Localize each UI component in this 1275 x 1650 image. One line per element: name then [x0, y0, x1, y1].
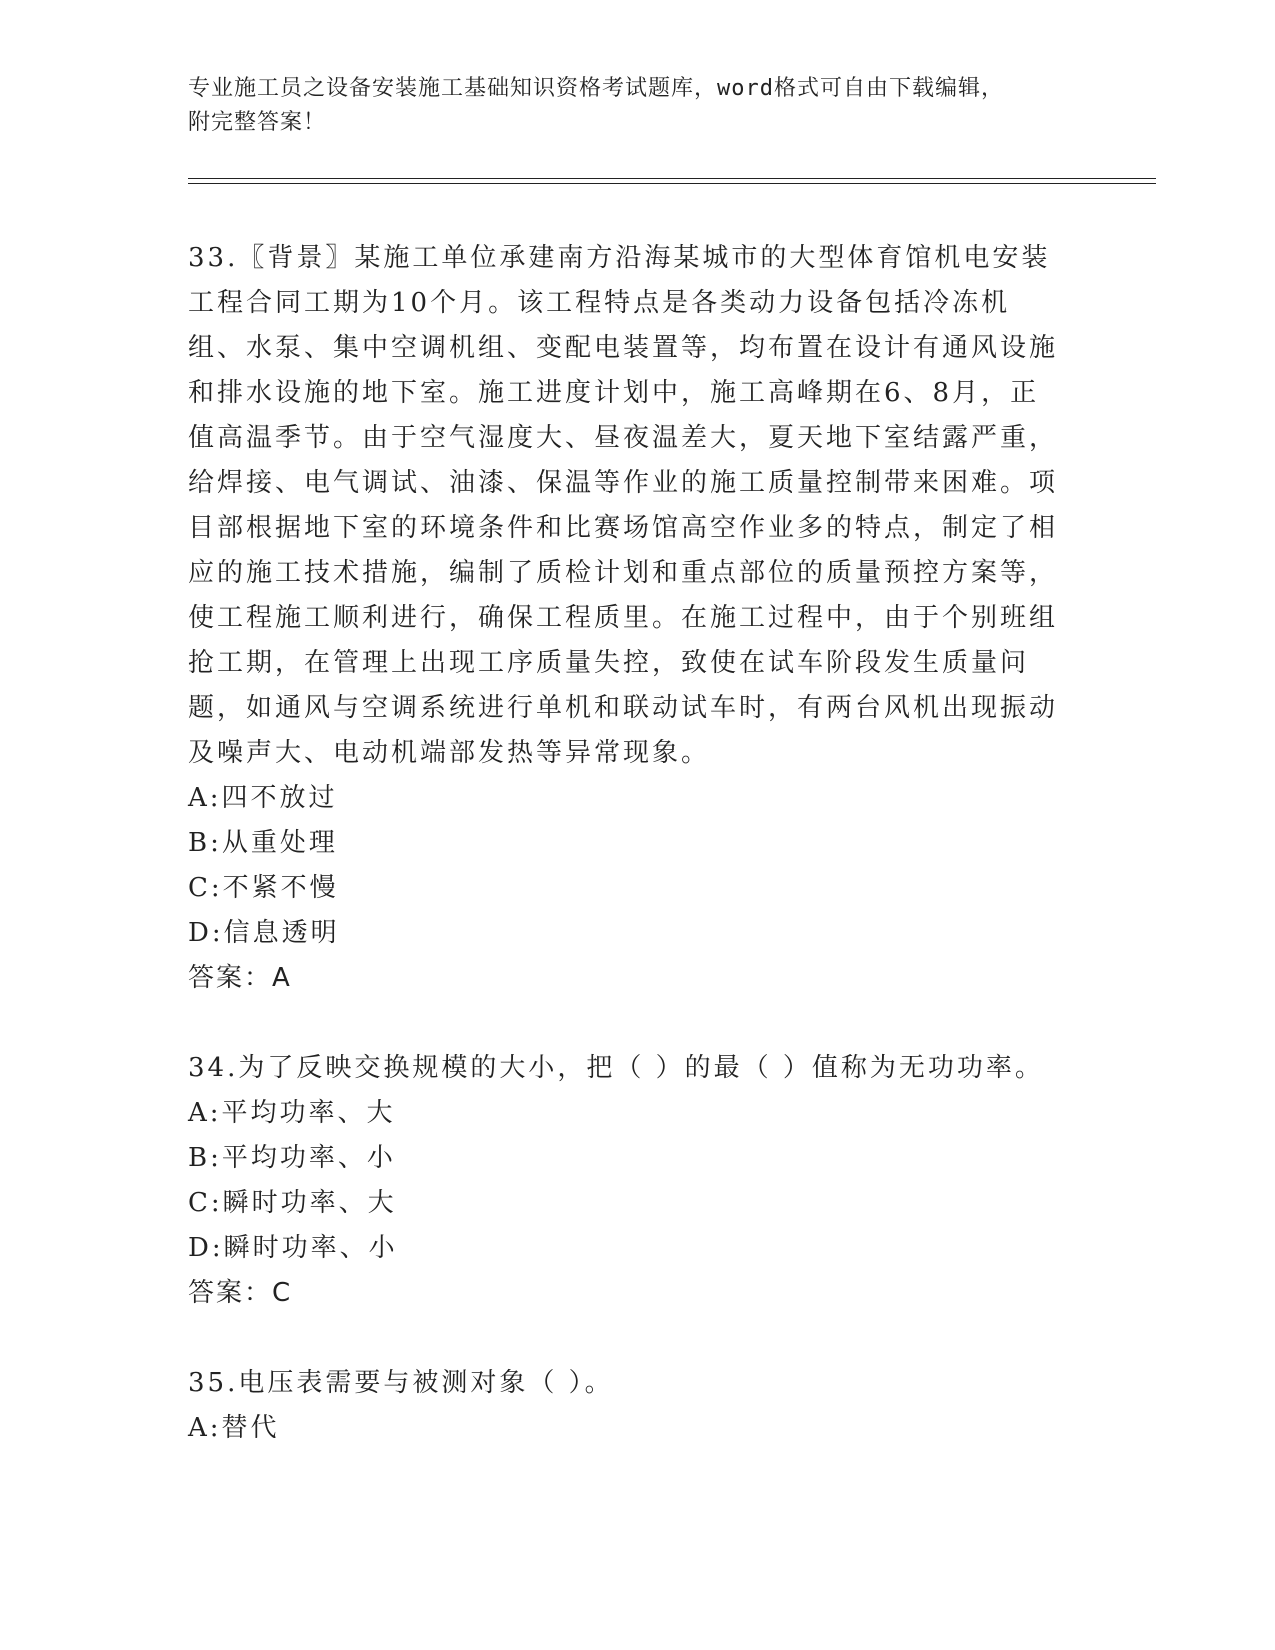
question-list — [188, 236, 1068, 1451]
question-stem: 33.〖背景〗某施工单位承建南方沿海某城市的大型体育馆机电安装工程合同工期为10个月。该工程特点是各类动力设备包括冷冻机组、水泵、集中空调机组、变配电装置等，均布置在设计有通风设施和排水设施的地下室。施工进度计划中，施工高峰期在6、8月，正值高温季节。由于空气湿度大、昼夜温差大，夏天地下室结露严重，给焊接、电气调试、油漆、保温等作业的施工质量控制带来困难。项目部根据地下室的环境条件和比赛场馆高空作业多的特点，制定了相应的施工技术措施，编制了质检计划和重点部位的质量预控方案等，使工程施工顺利进行，确保工程质里。在施工过程中，由于个别班组抢工期，在管理上出现工序质量失控，致使在试车阶段发生质量问题，如通风与空调系统进行单机和联动试车时，有两台风机出现振动及噪声大、电动机端部发热等异常现象。 — [188, 243, 1059, 768]
option-a: A:平均功率、大 — [188, 1098, 396, 1128]
option-c: C:瞬时功率、大 — [188, 1188, 397, 1218]
header-line-2: 附完整答案！ — [188, 110, 327, 135]
document-header — [188, 72, 1068, 140]
question-stem: 35.电压表需要与被测对象（ ）。 — [188, 1368, 614, 1398]
option-b: B:从重处理 — [188, 828, 338, 858]
question-34 — [188, 1046, 1068, 1316]
question-35 — [188, 1361, 1068, 1451]
question-spacer — [188, 1001, 1068, 1046]
header-divider-bottom — [188, 183, 1156, 184]
question-33 — [188, 236, 1068, 1001]
header-line-1: 专业施工员之设备安装施工基础知识资格考试题库，word格式可自由下载编辑， — [188, 76, 1004, 101]
question-stem: 34.为了反映交换规模的大小，把（ ）的最（ ）值称为无功功率。 — [188, 1053, 1044, 1083]
answer-line: 答案：C — [188, 1278, 293, 1308]
option-b: B:平均功率、小 — [188, 1143, 396, 1173]
header-divider-top — [188, 178, 1156, 179]
option-d: D:信息透明 — [188, 918, 340, 948]
answer-line: 答案：A — [188, 963, 292, 993]
option-a: A:四不放过 — [188, 783, 338, 813]
question-spacer — [188, 1316, 1068, 1361]
option-c: C:不紧不慢 — [188, 873, 339, 903]
option-a: A:替代 — [188, 1413, 280, 1443]
option-d: D:瞬时功率、小 — [188, 1233, 398, 1263]
